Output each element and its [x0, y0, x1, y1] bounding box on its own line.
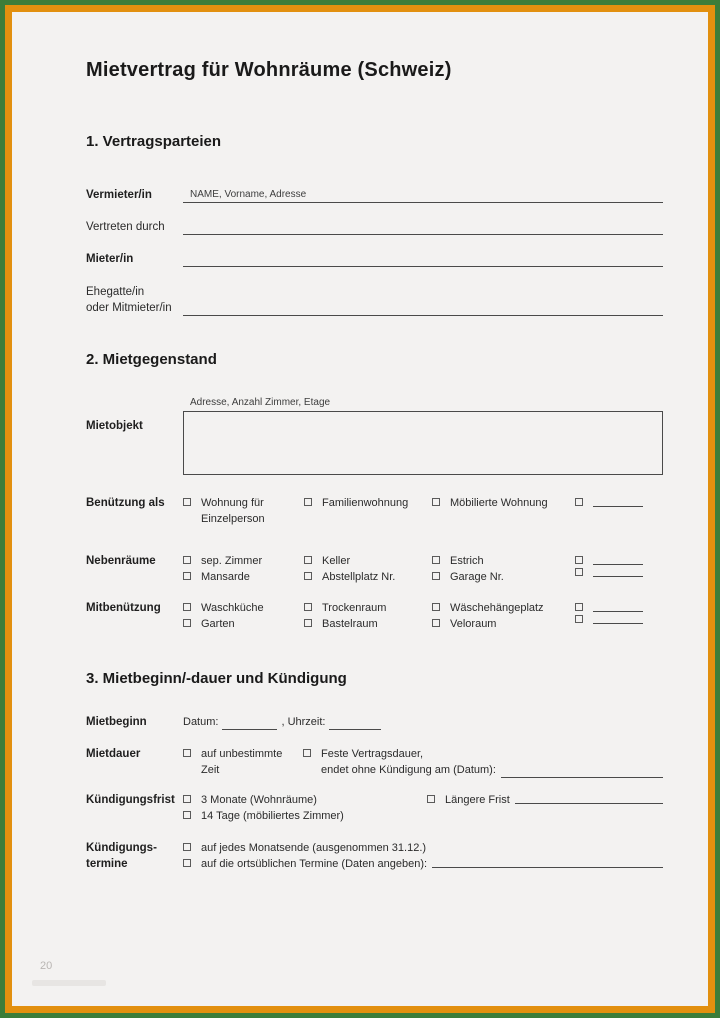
page-number: 20 — [40, 960, 53, 972]
option-3-monate: 3 Monate (Wohnräume) — [183, 792, 427, 808]
ehegatte-label: Ehegatte/in oder Mitmieter/in — [86, 286, 172, 314]
field-row-ehegatte — [86, 284, 663, 316]
checkbox-sep-zimmer[interactable] — [183, 556, 191, 564]
option-unbestimmte-zeit: auf unbestimmte Zeit — [183, 746, 303, 778]
ortsuebliche-termine-blank[interactable] — [432, 856, 663, 868]
datum-blank[interactable] — [222, 718, 277, 730]
checkbox-bastelraum[interactable] — [304, 619, 312, 627]
footer-watermark — [32, 980, 106, 986]
checkbox-ortsuebliche-termine[interactable] — [183, 859, 191, 867]
option-mitbenutzung-other1 — [575, 600, 663, 612]
option-benutzung-other — [575, 495, 663, 507]
option-wohnung-einzelperson: Wohnung für Einzelperson — [183, 495, 304, 527]
kuendigungsfrist-row — [86, 792, 663, 824]
option-garage: Garage Nr. — [432, 569, 575, 585]
nebenraeume-row — [86, 553, 663, 585]
option-waschkueche: Waschküche — [183, 600, 304, 616]
option-mitbenutzung-other2 — [575, 612, 663, 624]
checkbox-waschkueche[interactable] — [183, 603, 191, 611]
checkbox-veloraum[interactable] — [432, 619, 440, 627]
option-trockenraum: Trockenraum — [304, 600, 432, 616]
mitbenutzung-row — [86, 600, 663, 632]
field-row-mietobjekt — [86, 396, 663, 475]
mieter-label: Mieter/in — [86, 253, 134, 265]
checkbox-mitbenutzung-other2[interactable] — [575, 615, 583, 623]
option-bastelraum: Bastelraum — [304, 616, 432, 632]
checkbox-garage[interactable] — [432, 572, 440, 580]
vertreten-input-line[interactable] — [183, 218, 663, 235]
laengere-frist-blank[interactable] — [515, 792, 663, 804]
checkbox-nebenraeume-other1[interactable] — [575, 556, 583, 564]
checkbox-jedes-monatsende[interactable] — [183, 843, 191, 851]
option-garten: Garten — [183, 616, 304, 632]
vermieter-caption: NAME, Vorname, Adresse — [190, 189, 307, 200]
checkbox-3-monate[interactable] — [183, 795, 191, 803]
option-mansarde: Mansarde — [183, 569, 304, 585]
document-title: Mietvertrag für Wohnräume (Schweiz) — [86, 59, 452, 81]
option-nebenraeume-other1 — [575, 553, 663, 565]
section3-heading: 3. Mietbeginn/-dauer und Kündigung — [86, 670, 347, 687]
vermieter-input-line[interactable] — [183, 188, 663, 203]
nebenraeume-label: Nebenräume — [86, 555, 156, 567]
mietbeginn-label: Mietbeginn — [86, 716, 147, 728]
checkbox-abstellplatz[interactable] — [304, 572, 312, 580]
field-row-vertreten — [86, 218, 663, 235]
mietdauer-label: Mietdauer — [86, 748, 141, 760]
option-14-tage: 14 Tage (möbiliertes Zimmer) — [183, 808, 427, 824]
mitbenutzung-other1-blank[interactable] — [593, 600, 643, 612]
section1-heading: 1. Vertragsparteien — [86, 133, 222, 150]
mitbenutzung-other2-blank[interactable] — [593, 612, 643, 624]
option-veloraum: Veloraum — [432, 616, 575, 632]
mietdauer-row — [86, 746, 663, 778]
checkbox-mitbenutzung-other1[interactable] — [575, 603, 583, 611]
contract-page — [12, 12, 708, 1006]
benutzung-label: Benützung als — [86, 497, 165, 509]
mieter-input-line[interactable] — [183, 250, 663, 267]
mietbeginn-row — [86, 714, 663, 730]
checkbox-mansarde[interactable] — [183, 572, 191, 580]
checkbox-keller[interactable] — [304, 556, 312, 564]
checkbox-trockenraum[interactable] — [304, 603, 312, 611]
checkbox-waeschehaengeplatz[interactable] — [432, 603, 440, 611]
mietobjekt-label: Mietobjekt — [86, 420, 143, 432]
kuendigungstermine-row — [86, 840, 663, 872]
checkbox-wohnung-einzelperson[interactable] — [183, 498, 191, 506]
vertreten-label: Vertreten durch — [86, 221, 165, 233]
checkbox-familienwohnung[interactable] — [304, 498, 312, 506]
uhrzeit-label: , Uhrzeit: — [281, 716, 326, 728]
checkbox-garten[interactable] — [183, 619, 191, 627]
kuendigungstermine-label: Kündigungs- termine — [86, 842, 157, 870]
vermieter-label: Vermieter/in — [86, 189, 152, 201]
option-waeschehaengeplatz: Wäschehängeplatz — [432, 600, 575, 616]
datum-label: Datum: — [183, 716, 219, 728]
option-jedes-monatsende: auf jedes Monatsende (ausgenommen 31.12.) — [183, 840, 663, 856]
checkbox-feste-vertragsdauer[interactable] — [303, 749, 311, 757]
mitbenutzung-label: Mitbenützung — [86, 602, 161, 614]
option-familienwohnung: Familienwohnung — [304, 495, 432, 511]
option-estrich: Estrich — [432, 553, 575, 569]
mietobjekt-caption: Adresse, Anzahl Zimmer, Etage — [190, 397, 331, 408]
checkbox-14-tage[interactable] — [183, 811, 191, 819]
nebenraeume-other1-blank[interactable] — [593, 553, 643, 565]
option-abstellplatz: Abstellplatz Nr. — [304, 569, 432, 585]
field-row-vermieter — [86, 187, 663, 203]
benutzung-row — [86, 495, 663, 527]
checkbox-estrich[interactable] — [432, 556, 440, 564]
checkbox-unbestimmte-zeit[interactable] — [183, 749, 191, 757]
option-ortsuebliche-termine: auf die ortsüblichen Termine (Daten angeben): — [183, 856, 663, 872]
inner-orange-border — [5, 5, 715, 1013]
option-moebilierte-wohnung: Möbilierte Wohnung — [432, 495, 575, 511]
checkbox-nebenraeume-other2[interactable] — [575, 568, 583, 576]
checkbox-benutzung-other[interactable] — [575, 498, 583, 506]
kuendigung-datum-blank[interactable] — [501, 766, 663, 778]
option-laengere-frist: Längere Frist — [427, 792, 663, 808]
nebenraeume-other2-blank[interactable] — [593, 565, 643, 577]
option-nebenraeume-other2 — [575, 565, 663, 577]
option-sep-zimmer: sep. Zimmer — [183, 553, 304, 569]
checkbox-moebilierte-wohnung[interactable] — [432, 498, 440, 506]
kuendigungsfrist-label: Kündigungsfrist — [86, 794, 175, 806]
option-keller: Keller — [304, 553, 432, 569]
section2-heading: 2. Mietgegenstand — [86, 351, 217, 368]
ehegatte-input-line[interactable] — [183, 302, 663, 316]
uhrzeit-blank[interactable] — [329, 718, 381, 730]
option-feste-vertragsdauer: Feste Vertragsdauer, endet ohne Kündigung am (Datum): — [303, 746, 663, 778]
mietobjekt-textbox[interactable] — [183, 411, 663, 475]
benutzung-other-blank[interactable] — [593, 495, 643, 507]
field-row-mieter — [86, 250, 663, 267]
checkbox-laengere-frist[interactable] — [427, 795, 435, 803]
